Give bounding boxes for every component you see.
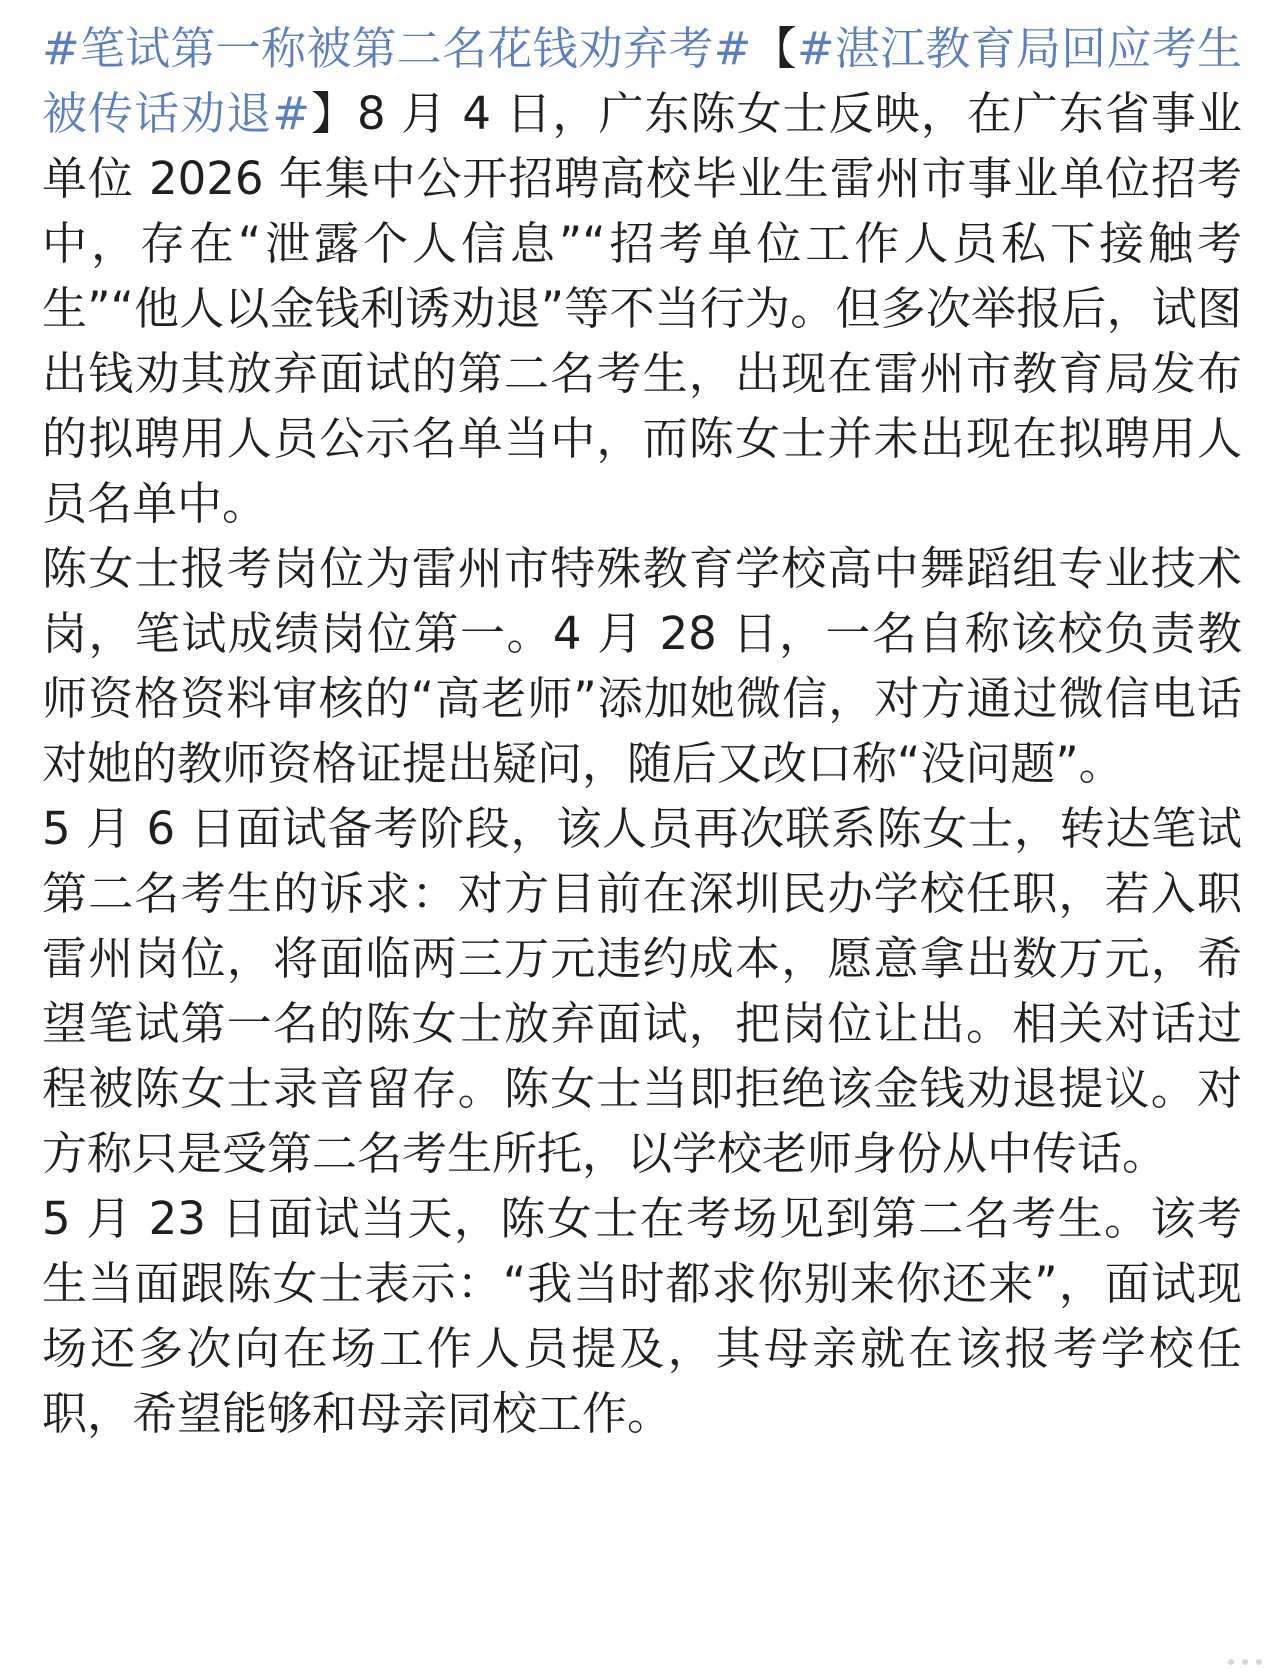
bracket-close: 】 <box>309 87 358 140</box>
hashtag-link[interactable]: #湛江教育局回应考生被传话劝退# <box>42 22 1242 140</box>
bracket-open: 【 <box>751 22 797 75</box>
post-body <box>42 16 1242 1446</box>
paragraph-4: 5 月 23 日面试当天，陈女士在考场见到第二名考生。该考生当面跟陈女士表示：“我当时都求你别来你还来”，面试现场还多次向在场工作人员提及，其母亲就在该报考学校任职，希望能够和母亲同校工作。 <box>42 1192 1242 1440</box>
dot-icon <box>1228 1659 1234 1665</box>
paragraph-text: 8 月 4 日，广东陈女士反映，在广东省事业单位 2026 年集中公开招聘高校毕业生雷州市事业单位招考中，存在“泄露个人信息”“招考单位工作人员私下接触考生”“他人以金钱利诱劝退”等不当行为。但多次举报后，试图出钱劝其放弃面试的第二名考生，出现在雷州市教育局发布的拟聘用人员公示名单当中，而陈女士并未出现在拟聘用人员名单中。 <box>42 87 1242 530</box>
hashtag-link[interactable]: #笔试第一称被第二名花钱劝弃考# <box>42 22 752 75</box>
dot-icon <box>1242 1659 1248 1665</box>
dot-icon <box>1256 1659 1262 1665</box>
paragraph-2: 陈女士报考岗位为雷州市特殊教育学校高中舞蹈组专业技术岗，笔试成绩岗位第一。4 月 28 日，一名自称该校负责教师资格资料审核的“高老师”添加她微信，对方通过微信电话对她的教师资格证提出疑问，随后又改口称“没问题”。 <box>42 542 1242 790</box>
more-dots-icon <box>1228 1659 1262 1665</box>
paragraph-1 <box>42 16 1242 536</box>
paragraph-3: 5 月 6 日面试备考阶段，该人员再次联系陈女士，转达笔试第二名考生的诉求：对方目前在深圳民办学校任职，若入职雷州岗位，将面临两三万元违约成本，愿意拿出数万元，希望笔试第一名的陈女士放弃面试，把岗位让出。相关对话过程被陈女士录音留存。陈女士当即拒绝该金钱劝退提议。对方称只是受第二名考生所托，以学校老师身份从中传话。 <box>42 802 1242 1180</box>
